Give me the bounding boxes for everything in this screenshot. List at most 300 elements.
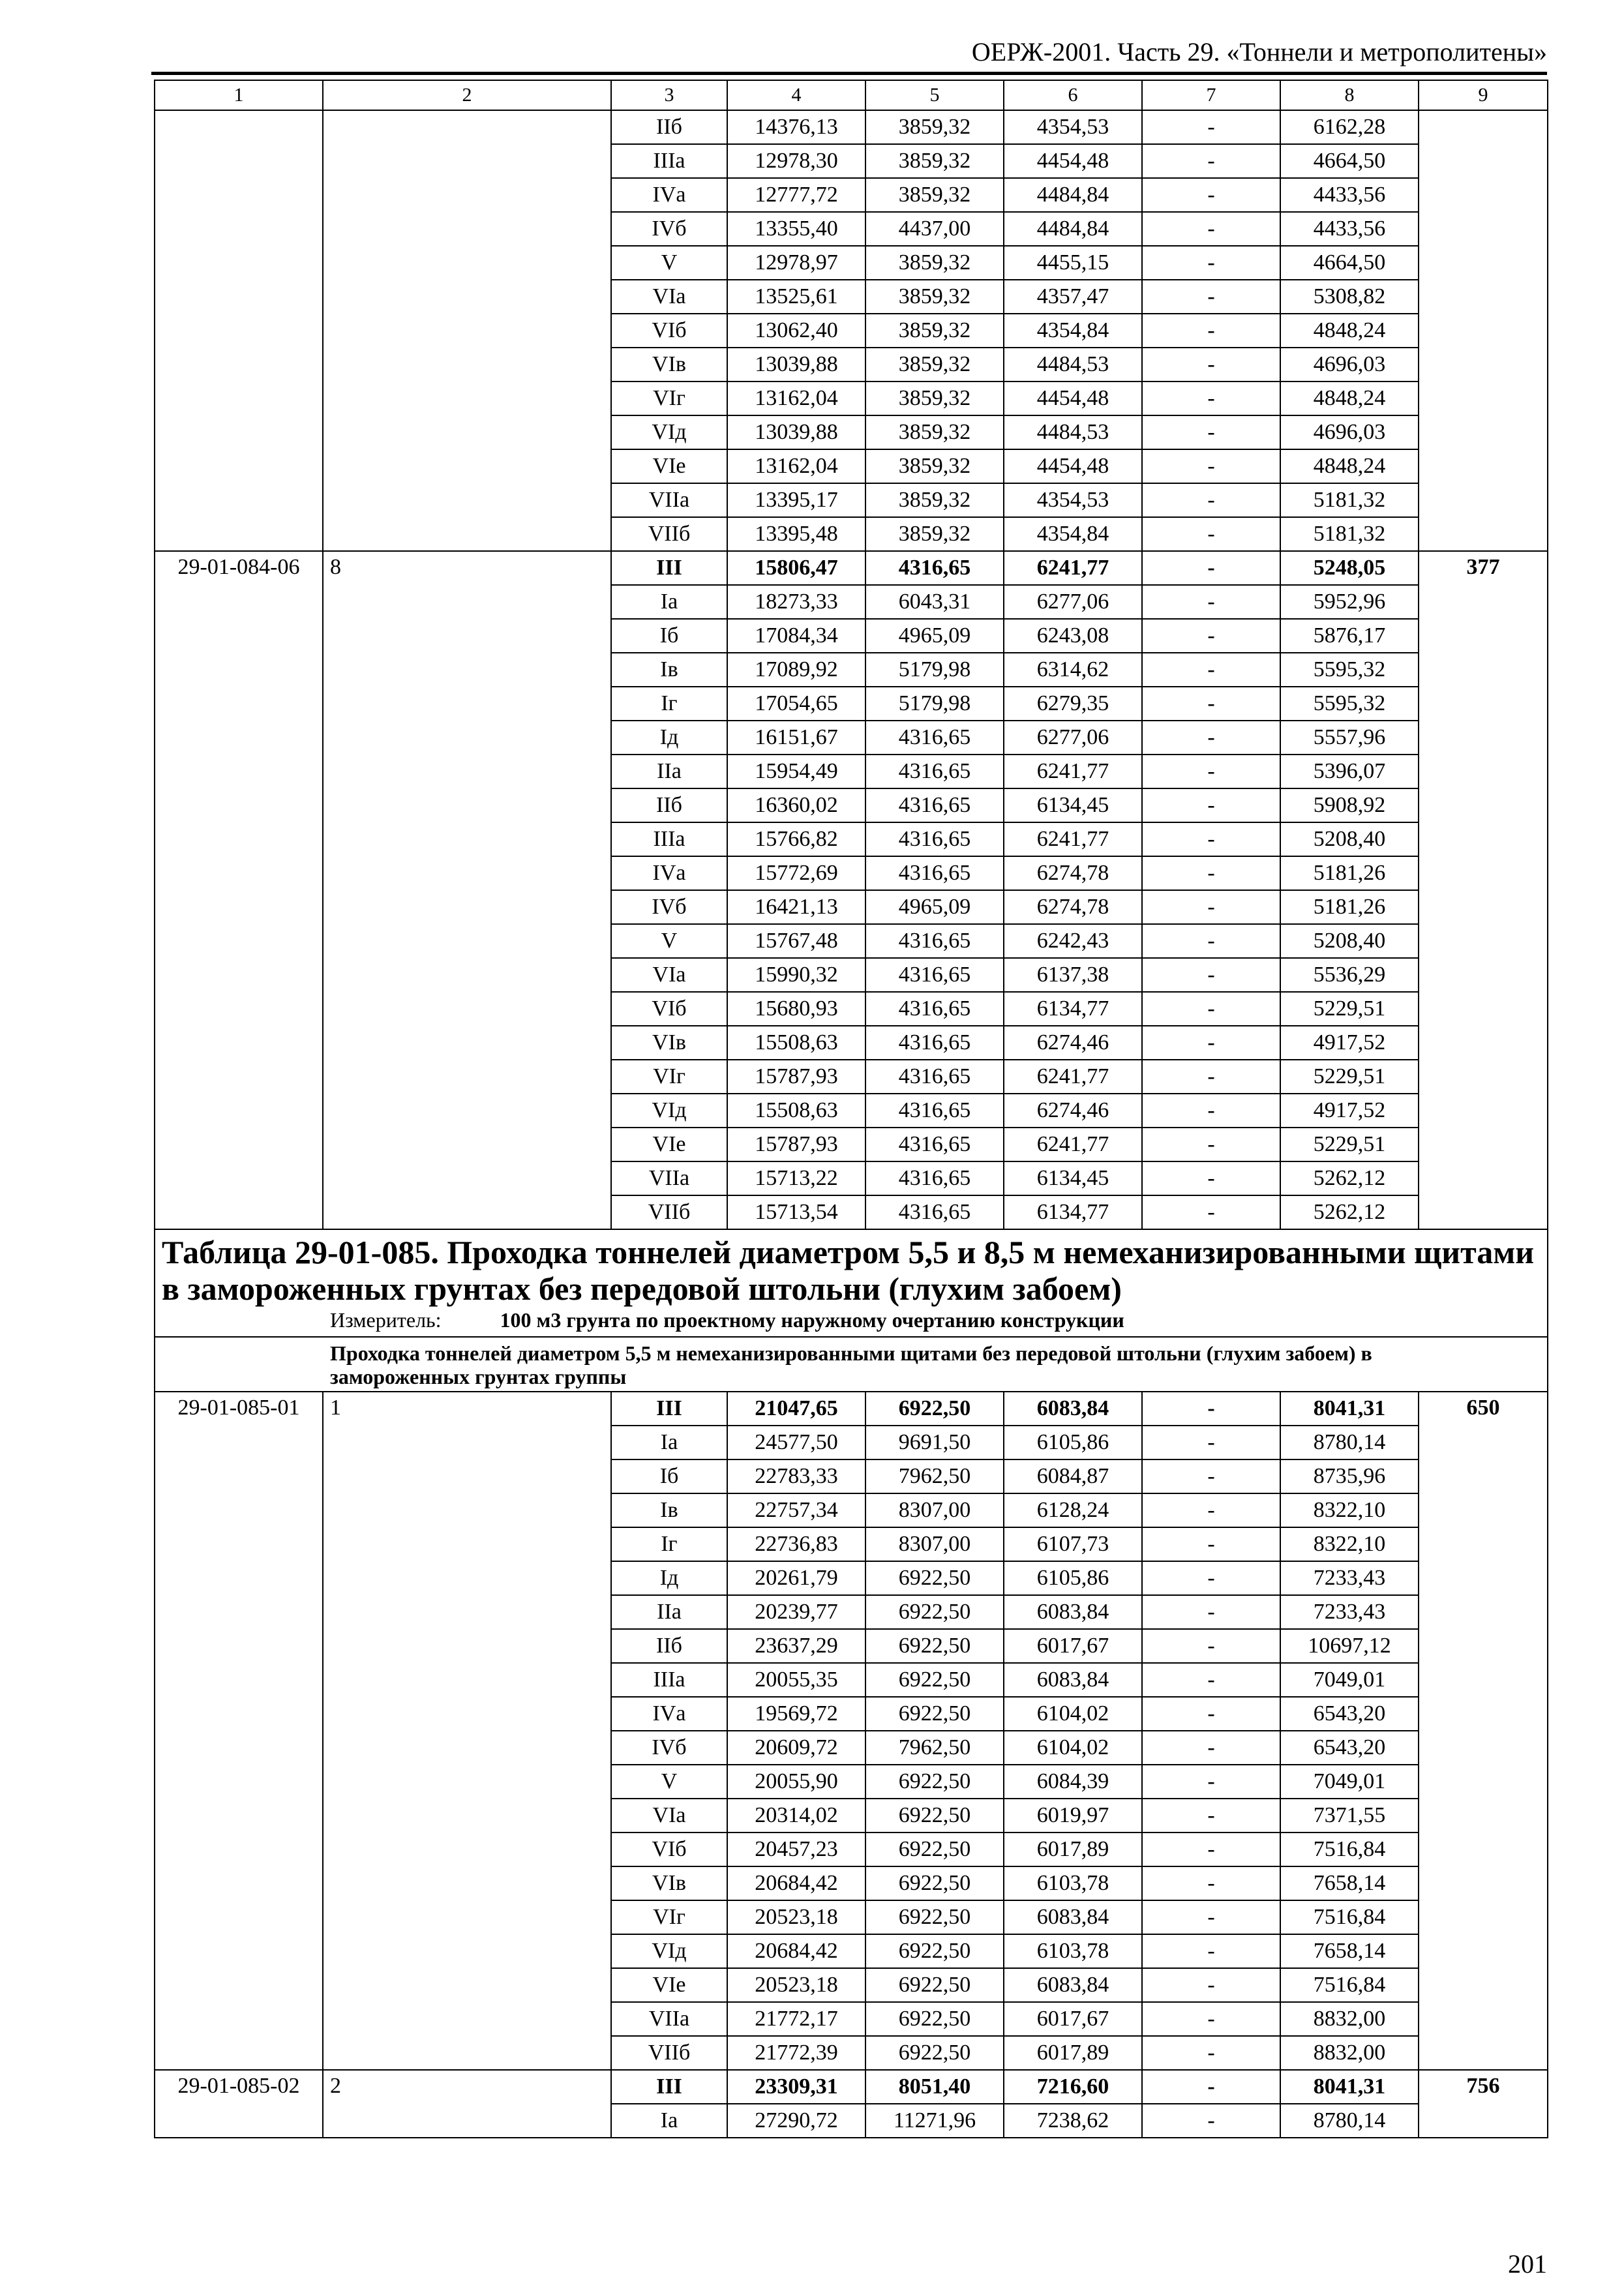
value-cell: 3859,32 [865,348,1004,382]
value-cell: 5248,05 [1280,551,1419,585]
value-cell: 6083,84 [1004,1900,1142,1934]
value-cell: 12978,30 [727,144,865,178]
value-cell: 6128,24 [1004,1493,1142,1527]
value-cell: 4454,48 [1004,382,1142,415]
value-cell: 7233,43 [1280,1561,1419,1595]
value-cell: - [1142,2036,1280,2070]
value-cell: 15713,54 [727,1195,865,1229]
value-cell: 4917,52 [1280,1026,1419,1060]
value-cell: 22736,83 [727,1527,865,1561]
col9-cell [1419,110,1548,551]
value-cell: 8307,00 [865,1527,1004,1561]
table-title-row [155,1229,1548,1337]
value-cell: 7516,84 [1280,1900,1419,1934]
value-cell: 3859,32 [865,110,1004,144]
value-cell: 6162,28 [1280,110,1419,144]
value-cell: 4316,65 [865,992,1004,1026]
soil-group-cell: Iд [611,721,727,755]
value-cell: 5179,98 [865,653,1004,687]
value-cell: 6017,67 [1004,2002,1142,2036]
value-cell: 7371,55 [1280,1799,1419,1833]
value-cell: 8780,14 [1280,2104,1419,2138]
value-cell: 4316,65 [865,1128,1004,1161]
soil-group-cell: VIа [611,280,727,314]
value-cell: 7233,43 [1280,1595,1419,1629]
value-cell: 13162,04 [727,382,865,415]
value-cell: 8322,10 [1280,1527,1419,1561]
value-cell: 15766,82 [727,822,865,856]
value-cell: 5229,51 [1280,1060,1419,1094]
value-cell: 4484,84 [1004,178,1142,212]
code-cell: 29-01-084-06 [155,551,323,1229]
value-cell: 20055,35 [727,1663,865,1697]
name-cell: 8 [323,551,611,1229]
value-cell: 10697,12 [1280,1629,1419,1663]
value-cell: 6922,50 [865,1900,1004,1934]
value-cell: - [1142,958,1280,992]
value-cell: 5952,96 [1280,585,1419,619]
value-cell: 15772,69 [727,856,865,890]
value-cell: - [1142,178,1280,212]
table-title-cell [155,1229,1548,1337]
value-cell: 23309,31 [727,2070,865,2104]
value-cell: 7049,01 [1280,1765,1419,1799]
value-cell: 4316,65 [865,1060,1004,1094]
value-cell: 4433,56 [1280,212,1419,246]
value-cell: 5876,17 [1280,619,1419,653]
value-cell: 4316,65 [865,721,1004,755]
soil-group-cell: VIIа [611,2002,727,2036]
value-cell: 17084,34 [727,619,865,653]
value-cell: 4484,84 [1004,212,1142,246]
value-cell: 15787,93 [727,1060,865,1094]
value-cell: 6104,02 [1004,1697,1142,1731]
value-cell: 20239,77 [727,1595,865,1629]
value-cell: 3859,32 [865,246,1004,280]
value-cell: 8735,96 [1280,1459,1419,1493]
value-cell: 4664,50 [1280,246,1419,280]
value-cell: 4316,65 [865,1195,1004,1229]
value-cell: 5181,32 [1280,517,1419,551]
value-cell: 7238,62 [1004,2104,1142,2138]
value-cell: 6922,50 [865,1561,1004,1595]
value-cell: 4484,53 [1004,348,1142,382]
value-cell: - [1142,1595,1280,1629]
value-cell: 5208,40 [1280,822,1419,856]
value-cell: 6922,50 [865,1866,1004,1900]
value-cell: 6314,62 [1004,653,1142,687]
value-cell: 4316,65 [865,822,1004,856]
column-number: 4 [727,80,865,110]
header-rule [151,72,1547,75]
value-cell: 7962,50 [865,1459,1004,1493]
column-number: 8 [1280,80,1419,110]
value-cell: 24577,50 [727,1426,865,1459]
value-cell: - [1142,1934,1280,1968]
value-cell: 6922,50 [865,1968,1004,2002]
value-cell: 5181,32 [1280,483,1419,517]
soil-group-cell: IVа [611,1697,727,1731]
value-cell: 4316,65 [865,1026,1004,1060]
value-cell: 6922,50 [865,2036,1004,2070]
value-cell: 6922,50 [865,2002,1004,2036]
value-cell: - [1142,721,1280,755]
value-cell: 20523,18 [727,1900,865,1934]
value-cell: 6104,02 [1004,1731,1142,1765]
soil-group-cell: VIе [611,449,727,483]
value-cell: 6922,50 [865,1799,1004,1833]
value-cell: 21047,65 [727,1392,865,1426]
value-cell: 6083,84 [1004,1663,1142,1697]
value-cell: 5208,40 [1280,924,1419,958]
value-cell: 4484,53 [1004,415,1142,449]
value-cell: 8041,31 [1280,1392,1419,1426]
value-cell: 4357,47 [1004,280,1142,314]
column-number: 6 [1004,80,1142,110]
value-cell: 6105,86 [1004,1426,1142,1459]
value-cell: 8051,40 [865,2070,1004,2104]
value-cell: 12978,97 [727,246,865,280]
value-cell: 6922,50 [865,1629,1004,1663]
value-cell: 19569,72 [727,1697,865,1731]
value-cell: 4848,24 [1280,314,1419,348]
value-cell: - [1142,314,1280,348]
value-cell: 15508,63 [727,1094,865,1128]
value-cell: 7216,60 [1004,2070,1142,2104]
soil-group-cell: VIб [611,314,727,348]
value-cell: - [1142,755,1280,788]
value-cell: - [1142,687,1280,721]
value-cell: - [1142,788,1280,822]
measure-line [162,1308,1542,1332]
measure-label: Измеритель: [330,1308,442,1332]
soil-group-cell: III [611,2070,727,2104]
value-cell: 6241,77 [1004,1060,1142,1094]
value-cell: 7658,14 [1280,1866,1419,1900]
value-cell: - [1142,280,1280,314]
value-cell: 6083,84 [1004,1392,1142,1426]
value-cell: 16421,13 [727,890,865,924]
value-cell: 6017,89 [1004,2036,1142,2070]
value-cell: 21772,17 [727,2002,865,2036]
value-cell: 6019,97 [1004,1799,1142,1833]
col9-cell: 756 [1419,2070,1548,2138]
value-cell: 27290,72 [727,2104,865,2138]
value-cell: 4316,65 [865,924,1004,958]
value-cell: 5536,29 [1280,958,1419,992]
soil-group-cell: IIа [611,755,727,788]
value-cell: - [1142,551,1280,585]
soil-group-cell: VIд [611,415,727,449]
value-cell: 4316,65 [865,1094,1004,1128]
soil-group-cell: IIIа [611,144,727,178]
value-cell: 23637,29 [727,1629,865,1663]
value-cell: 13062,40 [727,314,865,348]
value-cell: 5557,96 [1280,721,1419,755]
value-cell: - [1142,1765,1280,1799]
value-cell: 4316,65 [865,1161,1004,1195]
value-cell: - [1142,382,1280,415]
value-cell: 15767,48 [727,924,865,958]
code-cell: 29-01-085-02 [155,2070,323,2138]
value-cell: 15954,49 [727,755,865,788]
value-cell: 11271,96 [865,2104,1004,2138]
value-cell: 12777,72 [727,178,865,212]
value-cell: - [1142,517,1280,551]
table-row [155,2070,1548,2104]
value-cell: 5229,51 [1280,992,1419,1026]
soil-group-cell: VIе [611,1128,727,1161]
soil-group-cell: IIIа [611,822,727,856]
value-cell: 5181,26 [1280,890,1419,924]
code-cell: 29-01-085-01 [155,1392,323,2070]
value-cell: - [1142,1161,1280,1195]
value-cell: 13039,88 [727,348,865,382]
col9-cell: 377 [1419,551,1548,1229]
value-cell: 8041,31 [1280,2070,1419,2104]
value-cell: - [1142,246,1280,280]
value-cell: 5308,82 [1280,280,1419,314]
value-cell: 8832,00 [1280,2036,1419,2070]
value-cell: - [1142,212,1280,246]
value-cell: 4354,53 [1004,110,1142,144]
soil-group-cell: Iд [611,1561,727,1595]
value-cell: 6922,50 [865,1392,1004,1426]
value-cell: 13395,17 [727,483,865,517]
soil-group-cell: VIг [611,1900,727,1934]
value-cell: 20261,79 [727,1561,865,1595]
running-header: ОЕРЖ-2001. Часть 29. «Тоннели и метрополитены» [971,37,1547,67]
value-cell: - [1142,1459,1280,1493]
value-cell: 6922,50 [865,1934,1004,1968]
soil-group-cell: Iг [611,1527,727,1561]
value-cell: 6241,77 [1004,551,1142,585]
value-cell: - [1142,1833,1280,1866]
value-cell: 4354,53 [1004,483,1142,517]
value-cell: 6274,46 [1004,1094,1142,1128]
value-cell: 20457,23 [727,1833,865,1866]
value-cell: 5181,26 [1280,856,1419,890]
value-cell: 4433,56 [1280,178,1419,212]
value-cell: 6242,43 [1004,924,1142,958]
value-cell: 6137,38 [1004,958,1142,992]
value-cell: 6134,45 [1004,788,1142,822]
value-cell: 15990,32 [727,958,865,992]
value-cell: 8322,10 [1280,1493,1419,1527]
value-cell: - [1142,585,1280,619]
value-cell: 4455,15 [1004,246,1142,280]
value-cell: - [1142,1094,1280,1128]
soil-group-cell: VIIа [611,1161,727,1195]
value-cell: 6017,67 [1004,1629,1142,1663]
value-cell: - [1142,1392,1280,1426]
value-cell: 21772,39 [727,2036,865,2070]
value-cell: 17089,92 [727,653,865,687]
value-cell: 15508,63 [727,1026,865,1060]
subheading-row [155,1337,1548,1392]
soil-group-cell: VIд [611,1934,727,1968]
soil-group-cell: VIе [611,1968,727,2002]
soil-group-cell: Iа [611,1426,727,1459]
value-cell: 6543,20 [1280,1697,1419,1731]
value-cell: 15713,22 [727,1161,865,1195]
value-cell: 6279,35 [1004,687,1142,721]
soil-group-cell: Iб [611,1459,727,1493]
value-cell: - [1142,1561,1280,1595]
soil-group-cell: Iб [611,619,727,653]
value-cell: 4437,00 [865,212,1004,246]
value-cell: 4454,48 [1004,144,1142,178]
value-cell: - [1142,110,1280,144]
value-cell: 5179,98 [865,687,1004,721]
value-cell: 6922,50 [865,1663,1004,1697]
value-cell: - [1142,1799,1280,1833]
value-cell: - [1142,1629,1280,1663]
value-cell: - [1142,1663,1280,1697]
value-cell: 6084,39 [1004,1765,1142,1799]
value-cell: 3859,32 [865,449,1004,483]
soil-group-cell: VIв [611,348,727,382]
column-number: 2 [323,80,611,110]
value-cell: 6241,77 [1004,755,1142,788]
value-cell: 13395,48 [727,517,865,551]
soil-group-cell: IVб [611,1731,727,1765]
value-cell: - [1142,1026,1280,1060]
value-cell: 4917,52 [1280,1094,1419,1128]
value-cell: - [1142,1866,1280,1900]
value-cell: 13039,88 [727,415,865,449]
value-cell: 4354,84 [1004,314,1142,348]
subheading: Проходка тоннелей диаметром 5,5 м немеханизированными щитами без передовой штольни (глухим забоем) в замороженных грунтах группы [155,1337,1548,1392]
value-cell: 6274,46 [1004,1026,1142,1060]
value-cell: 4696,03 [1280,415,1419,449]
value-cell: 17054,65 [727,687,865,721]
value-cell: 5229,51 [1280,1128,1419,1161]
soil-group-cell: Iа [611,585,727,619]
soil-group-cell: IVа [611,178,727,212]
value-cell: 15787,93 [727,1128,865,1161]
value-cell: 20314,02 [727,1799,865,1833]
soil-group-cell: V [611,924,727,958]
value-cell: 3859,32 [865,415,1004,449]
column-number-row [155,80,1548,110]
value-cell: 4316,65 [865,551,1004,585]
name-cell: 2 [323,2070,611,2138]
value-cell: 6543,20 [1280,1731,1419,1765]
value-cell: 6922,50 [865,1697,1004,1731]
soil-group-cell: III [611,1392,727,1426]
value-cell: 6922,50 [865,1595,1004,1629]
value-cell: 16360,02 [727,788,865,822]
value-cell: - [1142,1426,1280,1459]
table-title: Таблица 29-01-085. Проходка тоннелей диаметром 5,5 и 8,5 м немеханизированными щитами в замороженных грунтах без передовой штольни (глухим забоем) [162,1234,1535,1307]
value-cell: - [1142,653,1280,687]
value-cell: 9691,50 [865,1426,1004,1459]
soil-group-cell: VIIб [611,2036,727,2070]
soil-group-cell: VIг [611,1060,727,1094]
soil-group-cell: Iа [611,2104,727,2138]
value-cell: - [1142,1527,1280,1561]
value-cell: 3859,32 [865,314,1004,348]
soil-group-cell: IVб [611,212,727,246]
value-cell: 7516,84 [1280,1833,1419,1866]
value-cell: 3859,32 [865,178,1004,212]
value-cell: 6103,78 [1004,1934,1142,1968]
soil-group-cell: Iв [611,653,727,687]
value-cell: - [1142,1697,1280,1731]
value-cell: 13355,40 [727,212,865,246]
value-cell: 20684,42 [727,1934,865,1968]
value-cell: 20609,72 [727,1731,865,1765]
value-cell: - [1142,1195,1280,1229]
value-cell: - [1142,415,1280,449]
value-cell: 6241,77 [1004,1128,1142,1161]
soil-group-cell: VIа [611,1799,727,1833]
value-cell: 6274,78 [1004,890,1142,924]
soil-group-cell: Iг [611,687,727,721]
value-cell: 7658,14 [1280,1934,1419,1968]
code-cell [155,110,323,551]
value-cell: 20523,18 [727,1968,865,2002]
value-cell: 13162,04 [727,449,865,483]
value-cell: - [1142,1060,1280,1094]
soil-group-cell: IIб [611,788,727,822]
value-cell: 3859,32 [865,144,1004,178]
value-cell: 6017,89 [1004,1833,1142,1866]
soil-group-cell: IVа [611,856,727,890]
value-cell: 6083,84 [1004,1968,1142,2002]
value-cell: 4316,65 [865,856,1004,890]
value-cell: 5396,07 [1280,755,1419,788]
value-cell: - [1142,2002,1280,2036]
soil-group-cell: VIв [611,1866,727,1900]
value-cell: 22757,34 [727,1493,865,1527]
soil-group-cell: III [611,551,727,585]
value-cell: 3859,32 [865,382,1004,415]
value-cell: - [1142,992,1280,1026]
value-cell: - [1142,449,1280,483]
value-cell: 18273,33 [727,585,865,619]
value-cell: 20684,42 [727,1866,865,1900]
value-cell: 20055,90 [727,1765,865,1799]
value-cell: 4965,09 [865,890,1004,924]
table-row [155,110,1548,144]
value-cell: - [1142,1968,1280,2002]
value-cell: 6105,86 [1004,1561,1142,1595]
value-cell: - [1142,822,1280,856]
value-cell: 4664,50 [1280,144,1419,178]
value-cell: 5262,12 [1280,1161,1419,1195]
value-cell: 6103,78 [1004,1866,1142,1900]
value-cell: 5908,92 [1280,788,1419,822]
value-cell: - [1142,144,1280,178]
column-number: 5 [865,80,1004,110]
soil-group-cell: VIб [611,992,727,1026]
value-cell: 4316,65 [865,958,1004,992]
soil-group-cell: IVб [611,890,727,924]
norms-table [154,80,1548,2138]
soil-group-cell: VIа [611,958,727,992]
table-row [155,551,1548,585]
value-cell: 8832,00 [1280,2002,1419,2036]
value-cell: - [1142,483,1280,517]
value-cell: 6922,50 [865,1765,1004,1799]
soil-group-cell: VIIб [611,1195,727,1229]
value-cell: 6277,06 [1004,721,1142,755]
value-cell: 7516,84 [1280,1968,1419,2002]
value-cell: - [1142,1900,1280,1934]
soil-group-cell: VIд [611,1094,727,1128]
